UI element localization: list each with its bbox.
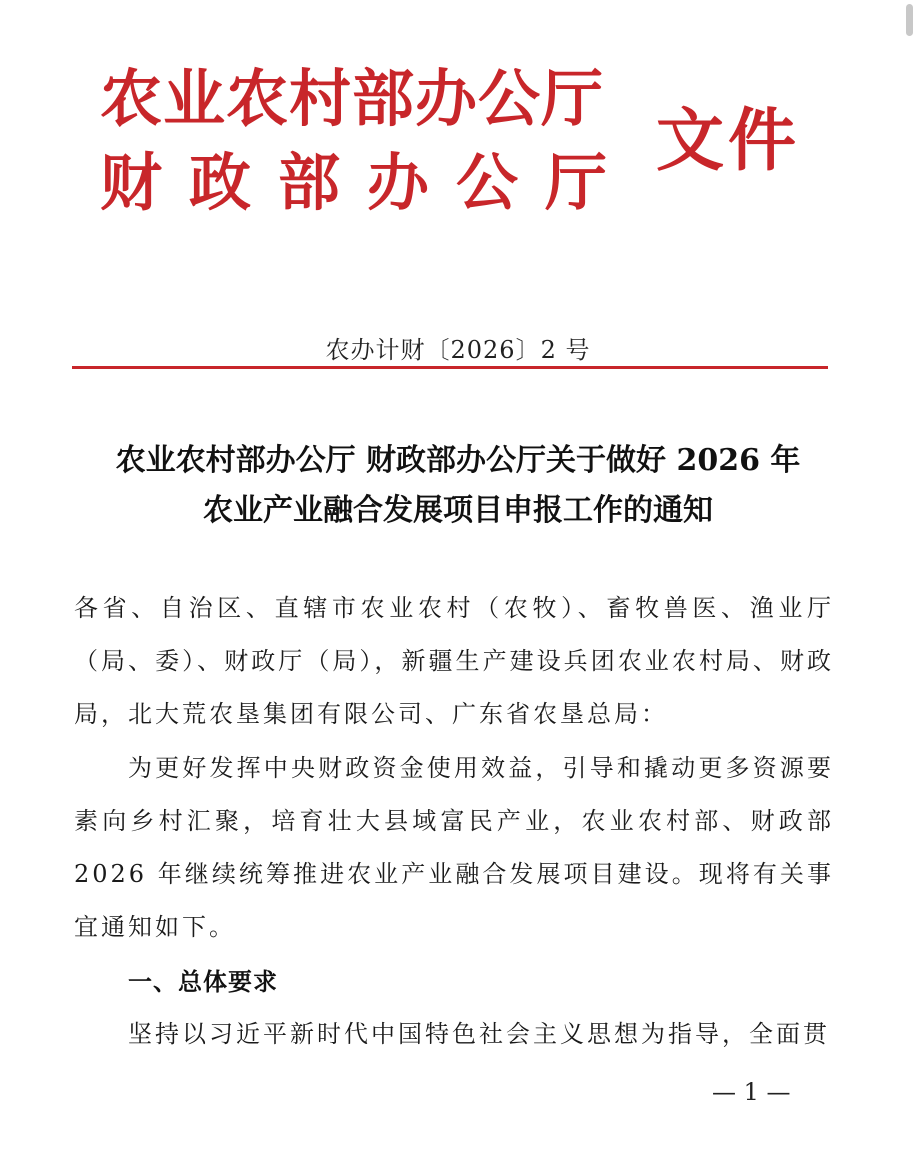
page-number: — 1 — <box>712 1078 791 1106</box>
addressee-paragraph: 各省、自治区、直辖市农业农村（农牧）、畜牧兽医、渔业厅（局、委）、财政厅（局），新疆生产建设兵团农业农村局、财政局，北大荒农垦集团有限公司、广东省农垦总局： <box>74 594 834 728</box>
issuing-org-line-1: 农业农村部办公厅 <box>100 62 605 135</box>
section-heading-general-requirements: 一、总体要求 <box>128 968 278 996</box>
document-number: 农办计财〔2026〕2 号 <box>325 336 591 364</box>
red-divider-line <box>72 366 828 369</box>
section-paragraph-partial: 坚持以习近平新时代中国特色社会主义思想为指导，全面贯 <box>128 1020 830 1048</box>
document-title-line-1: 农业农村部办公厅 财政部办公厅关于做好 2026 年 <box>115 443 801 478</box>
intro-paragraph: 为更好发挥中央财政资金使用效益，引导和撬动更多资源要素向乡村汇聚，培育壮大县域富民产业，农业农村部、财政部 2026 年继续统筹推进农业产业融合发展项目建设。现将有关事宜通知如下。 <box>74 754 834 941</box>
issuing-org-line-2: 财政部办公厅 <box>100 146 635 219</box>
document-type-label: 文件 <box>656 102 801 181</box>
scrollbar-thumb[interactable] <box>906 4 913 36</box>
document-title-line-2: 农业产业融合发展项目申报工作的通知 <box>203 493 713 528</box>
